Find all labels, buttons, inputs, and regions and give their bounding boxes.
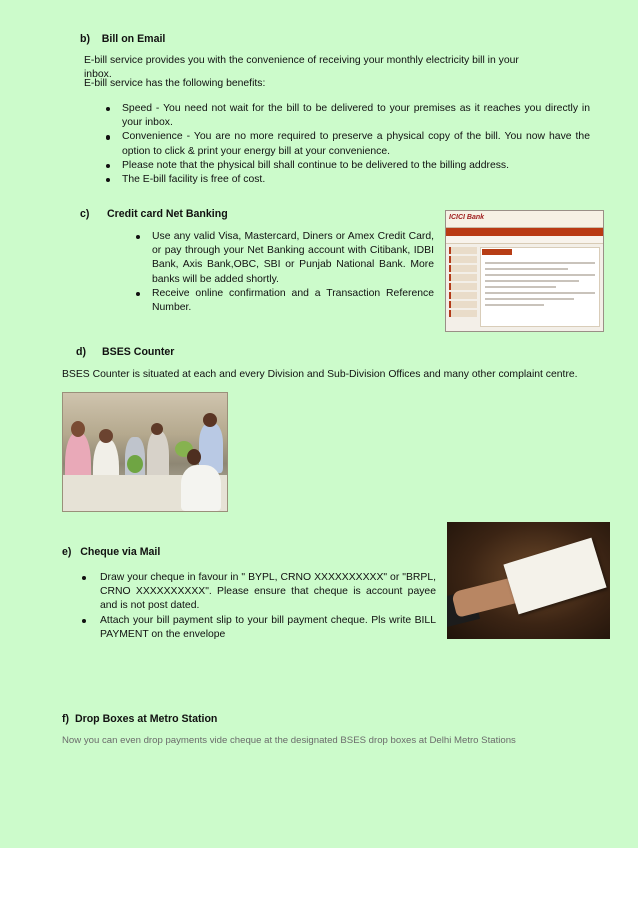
section-c-bullet-list [136,230,434,315]
section-f-body: Now you can even drop payments vide cheque at the designated BSES drop boxes at Delhi Metro Stations [62,735,516,746]
bullet-icon [106,135,110,139]
section-c-heading-letter: c) [80,208,90,220]
bullet-icon [106,178,110,182]
bullet-icon [106,164,110,168]
section-c-heading: Credit card Net Banking [107,208,228,220]
section-d-heading-letter: d) [76,346,86,358]
list-item: Draw your cheque in favour in " BYPL, CRNO XXXXXXXXXX" or "BRPL, CRNO XXXXXXXXXX". Please ensure that cheque is account payee and is not post dated. [82,571,436,614]
icici-bank-screenshot [445,210,604,332]
section-b-intro: E-bill service provides you with the convenience of receiving your monthly electricity bill in your inbox. [84,55,519,81]
bses-counter-photo [62,392,228,512]
cheque-envelope-photo [447,522,610,639]
section-b-bullet-list [106,102,590,187]
list-item: Speed - You need not wait for the bill to be delivered to your premises as it reaches you directly in your inbox. [106,102,590,130]
list-item: Convenience - You are no more required to preserve a physical copy of the bill. You now have the option to click & print your energy bill at your convenience. [106,130,590,158]
bullet-icon [82,576,86,580]
icici-logo: ICICI Bank [449,214,485,221]
list-item: Receive online confirmation and a Transaction Reference Number. [136,287,434,315]
list-item: Attach your bill payment slip to your bill payment cheque. Pls write BILL PAYMENT on the envelope [82,614,436,642]
section-e-bullet-list [82,571,436,642]
bullet-icon [136,292,140,296]
section-d-heading: BSES Counter [102,346,175,358]
list-item: Use any valid Visa, Mastercard, Diners or Amex Credit Card, or pay through your Net Banking account with Citibank, IDBI Bank, Axis Bank,OBC, SBI or Punjab National Bank. More banks will be added shortly. [136,230,434,287]
bullet-icon [136,235,140,239]
section-b-benefits-intro: E-bill service has the following benefits: [84,78,266,89]
section-d-body: BSES Counter is situated at each and every Division and Sub-Division Offices and many other complaint centre. [62,369,578,380]
section-e-heading: e) Cheque via Mail [62,546,161,558]
bullet-icon [82,619,86,623]
bullet-icon [106,107,110,111]
section-f-heading: f) Drop Boxes at Metro Station [62,713,218,725]
list-item: Please note that the physical bill shall continue to be delivered to the billing address. [106,159,590,173]
section-b-heading: b) Bill on Email [80,33,166,45]
list-item: The E-bill facility is free of cost. [106,173,590,187]
